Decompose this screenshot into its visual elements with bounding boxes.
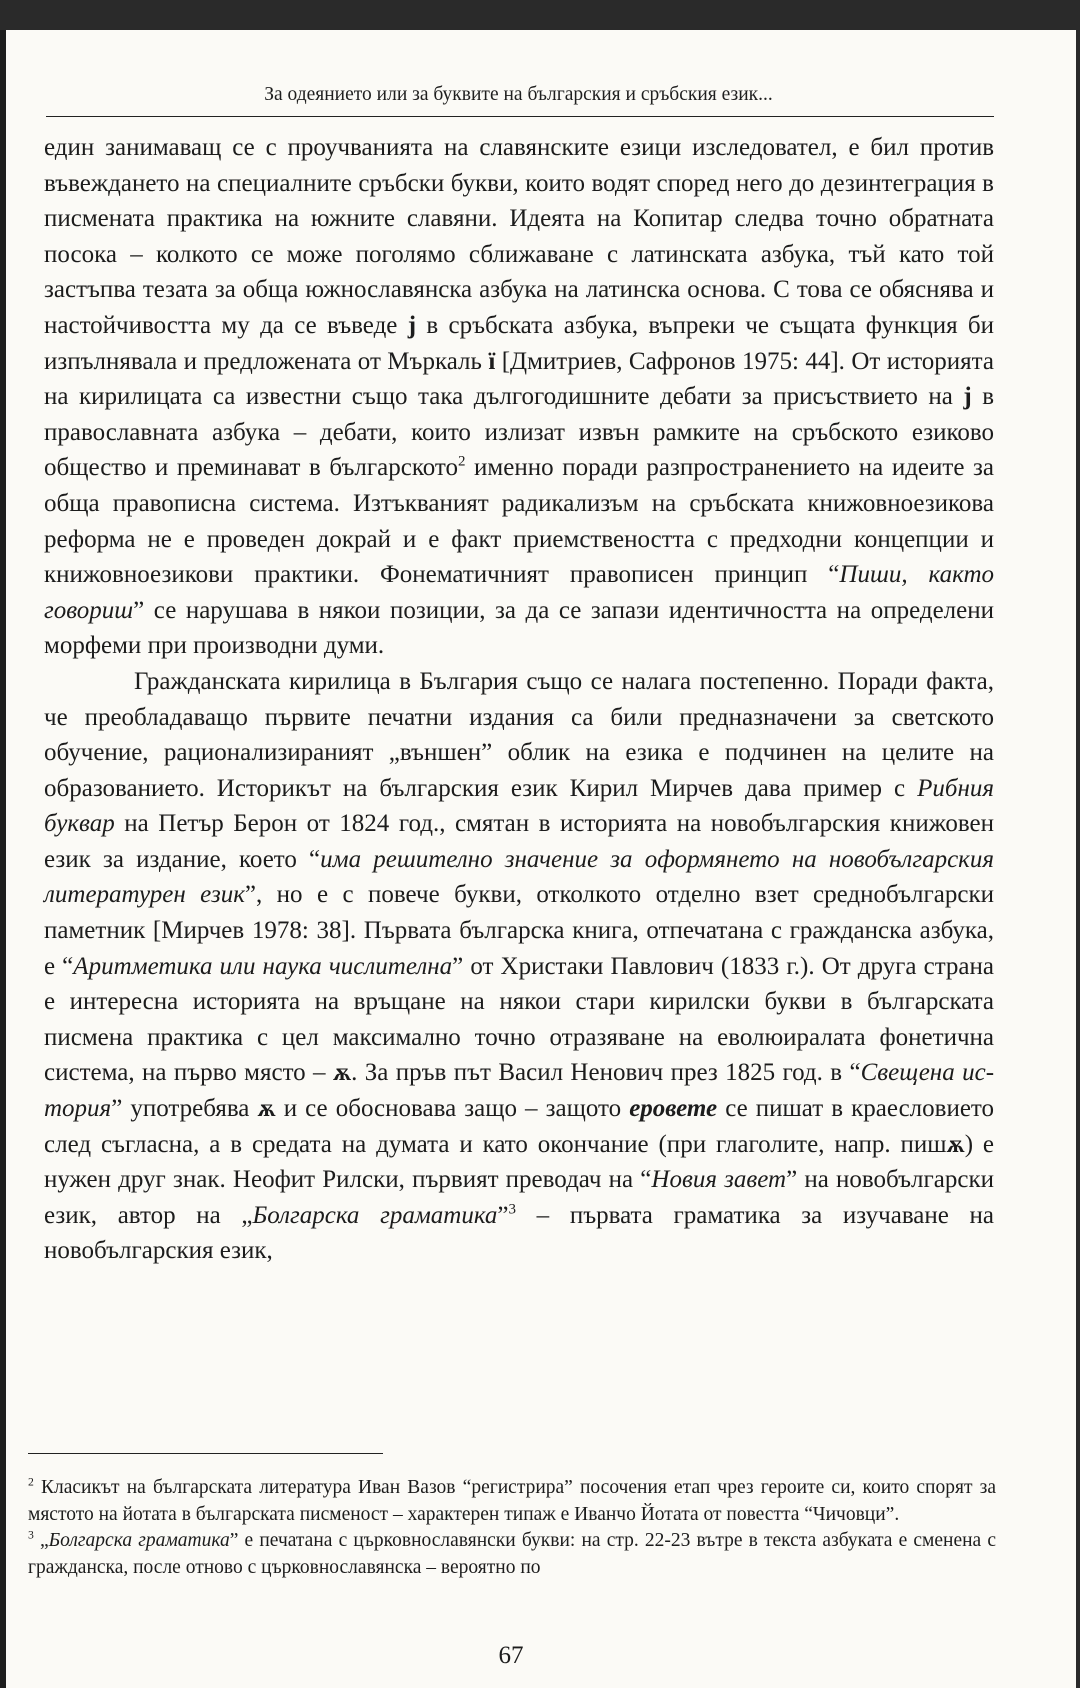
footnotes bbox=[28, 1475, 996, 1581]
bold-run: ѫ bbox=[257, 1095, 276, 1123]
italic-run: Аритметика или наука числителна bbox=[73, 952, 453, 980]
text-run: именно поради разпространението на идеите за обща правописна система. Изтъкваният радикализъм на сръбската книжовноезикова реформа не е проведен докрай и е факт приемствеността с предходни концепции и книжовноезикови практики. Фонематичният правописен принцип “ bbox=[44, 454, 994, 589]
book-page bbox=[0, 30, 1076, 1688]
italic-run: Рибния буквар bbox=[44, 774, 994, 838]
text-run: . За пръв път Васил Ненович през 1825 год. в “ bbox=[351, 1059, 861, 1087]
text-run: на Петър Берон от 1824 год., смятан в историята на новобългарския книжовен език за издание, което “ bbox=[44, 810, 994, 873]
text-run: един занимаващ се с проучванията на славянските езици изследовател, е бил против въвеждането на специалните сръбски букви, които водят според него до дезинтеграция в писмената практика на южните славяни. Идеята на Копитар следва точно обратната посока – колкото се може поголямо сближаване с латинската азбука, тъй като той застъпва тезата за обща южнославянска азбука на латинска основа. С това се обяснява и настойчивостта му да се въведе bbox=[44, 134, 994, 339]
italic-run: Свещена история bbox=[44, 1059, 995, 1123]
footnote-mark: 2 bbox=[28, 1475, 34, 1489]
footnote-rule bbox=[28, 1453, 383, 1454]
footnote-mark: 3 bbox=[508, 1201, 517, 1218]
italic-run: Болгарска граматика bbox=[48, 1530, 230, 1551]
text-run: в православната азбука – дебати, които излизат извън рамките на сръбското езиково общество и преминават в българското bbox=[44, 383, 994, 482]
italic-run: Новия завет bbox=[651, 1166, 787, 1194]
text-run: ) е нужен друг знак. Неофит Рилски, първият преводач на “ bbox=[44, 1130, 995, 1194]
footnote bbox=[28, 1475, 996, 1528]
italic-run: има решително значение за оформянето на новобългарския литературен език bbox=[44, 845, 994, 909]
text-run: се пишат в краесловието след съгласна, а в средата на думата и като окончание (при глаголите, напр. пиш bbox=[44, 1095, 995, 1158]
text-run: ” се нарушава в някои позиции, за да се запази идентичността на определени морфеми при производни думи. bbox=[44, 596, 994, 660]
footnote bbox=[28, 1528, 996, 1581]
bold-run: ѫ bbox=[332, 1059, 352, 1087]
italic-run: Пиши, както говориш bbox=[44, 561, 995, 624]
text-run: ” употребява bbox=[111, 1095, 258, 1123]
italic-run: Болгарска граматика bbox=[252, 1201, 498, 1229]
text-run: ” е печатана с църковнославянски букви: на стр. 22-23 вътре в текста азбуката е сменена с гражданска, после отново с църковнославянска – вероятно по bbox=[28, 1530, 997, 1578]
text-run: и се обосновава защо – защото bbox=[275, 1095, 630, 1123]
text-run: ” от Христаки Павлович (1833 г.). От друга страна е интересна историята на връщане на някои стари кирилски букви в българската писмена практика с цел максимално точно отразяване на еволюиралата фонетична система, на първо място – bbox=[44, 952, 994, 1087]
text-run: ” bbox=[497, 1201, 509, 1229]
text-run: – първата граматика за изучаване на новобългарския език, bbox=[44, 1201, 994, 1265]
page-number: 67 bbox=[498, 1642, 524, 1669]
text-run: ” на новобългарски език, автор на „ bbox=[44, 1166, 994, 1229]
text-run: Класикът на българската литература Иван Вазов “регистрира” посочения етап чрез героите си, които спорят за мястото на йотата в българската писменост – характерен типаж е Иванчо Йотата от повестта “Чичовци”. bbox=[28, 1477, 996, 1525]
bold-run: ѫ bbox=[946, 1130, 965, 1158]
running-head: За одеянието или за буквите на българския и сръбския език... bbox=[264, 84, 773, 105]
paragraph bbox=[44, 130, 994, 664]
footnote-mark: 3 bbox=[28, 1528, 34, 1542]
text-run: „ bbox=[33, 1530, 49, 1551]
body-text bbox=[44, 130, 994, 1269]
bold-run: ї bbox=[488, 347, 496, 375]
text-run: Гражданската кирилица в България също се налага постепенно. Поради факта, че преобладаващо първите печатни издания са били предназначени за светското обучение, рационализираният „външен” облик на езика е подчинен на целите на образованието. Историкът на българския език Кирил Мирчев дава пример с bbox=[44, 667, 994, 802]
bold-italic-run: еровете bbox=[629, 1095, 718, 1123]
bold-run: j bbox=[407, 311, 417, 339]
header-rule bbox=[46, 116, 994, 117]
text-run: в сръбската азбука, въпреки че същата функция би изпълнявала и предложената от Мъркаль bbox=[44, 311, 995, 375]
bold-run: j bbox=[963, 383, 972, 411]
text-run: ”, но е с повече букви, отколкото отделно взет среднобългарски паметник [Мирчев 1978: 38]. Първата българска книга, отпечатана с гражданска азбука, е “ bbox=[44, 881, 994, 980]
text-run: [Дмитриев, Сафронов 1975: 44]. От историята на кирилицата са известни също така дългогодишните дебати за присъствието на bbox=[44, 347, 994, 411]
paragraph bbox=[44, 664, 994, 1269]
footnote-mark: 2 bbox=[457, 454, 466, 471]
